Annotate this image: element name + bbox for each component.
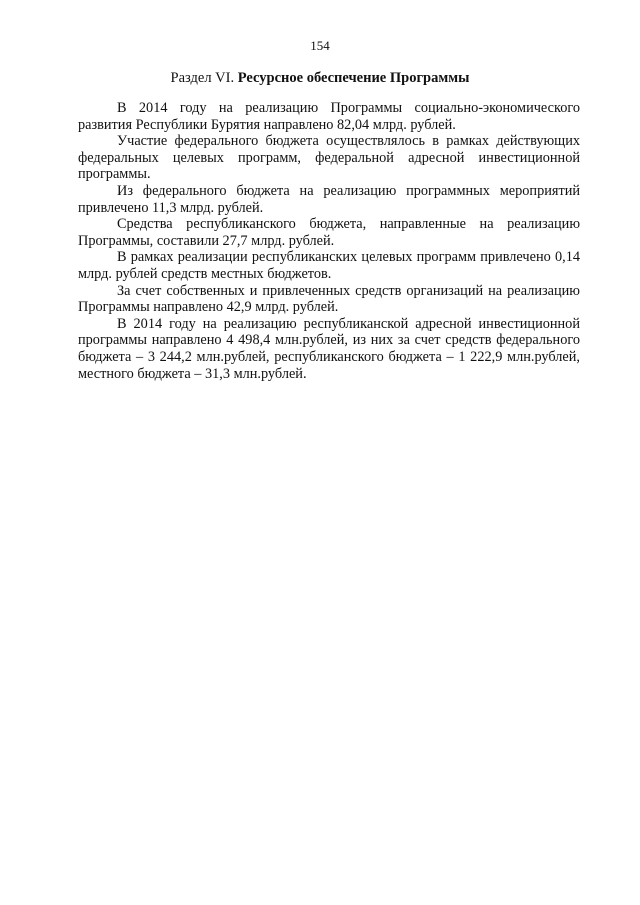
body-text [78, 100, 580, 382]
section-label: Раздел VI. [170, 70, 235, 86]
paragraph-3: Из федерального бюджета на реализацию программных мероприятий привлечено 11,3 млрд. рублей. [78, 182, 580, 216]
page-number: 154 [310, 38, 330, 53]
paragraph-4: Средства республиканского бюджета, направленные на реализацию Программы, составили 27,7 млрд. рублей. [78, 216, 580, 249]
section-heading [0, 69, 640, 87]
paragraph-6: За счет собственных и привлеченных средств организаций на реализацию Программы направлено 42,9 млрд. рублей. [78, 282, 580, 316]
paragraph-5: В рамках реализации республиканских целевых программ привлечено 0,14 млрд. рублей средств местных бюджетов. [78, 249, 580, 282]
section-title: Ресурсное обеспечение Программы [237, 70, 470, 86]
paragraph-2: Участие федерального бюджета осуществлялось в рамках действующих федеральных целевых программ, федеральной адресной инвестиционной программы. [78, 133, 580, 183]
paragraph-1: В 2014 году на реализацию Программы социально-экономического развития Республики Бурятия направлено 82,04 млрд. рублей. [78, 100, 580, 133]
paragraph-7: В 2014 году на реализацию республиканской адресной инвестиционной программы направлено 4 498,4 млн.рублей, из них за счет средств федерального бюджета – 3 244,2 млн.рублей, республиканского бюджета – 1 222,9 млн.рублей, местного бюджета – 31,3 млн.рублей. [78, 315, 580, 382]
